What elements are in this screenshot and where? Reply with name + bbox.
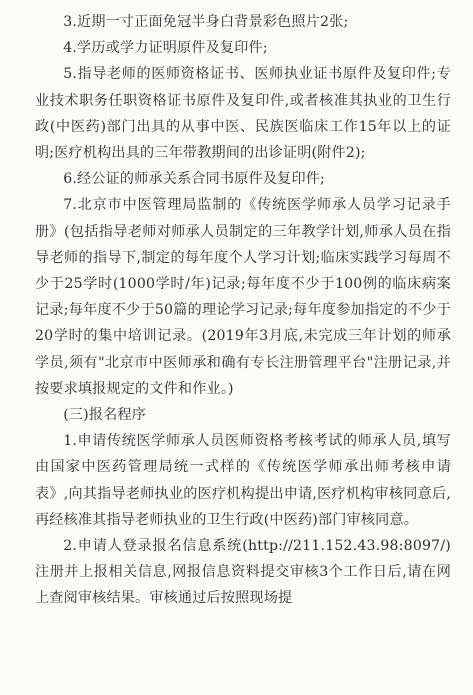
procedure-step-1: 1.申请传统医学师承人员医师资格考核考试的师承人员,填写由国家中医药管理局统一式样的《传统医学师承出师考核申请表》,向其指导老师执业的医疗机构提出申请,医疗机构审核同意后,再经核准其指导老师执业的卫生行政(中医药)部门审核同意。	[35, 433, 451, 528]
requirement-education: 4.学历或学力证明原件及复印件;	[63, 40, 268, 57]
requirement-study-record: 7.北京市中医管理局监制的《传统医学师承人员学习记录手册》(包括指导老师对师承人员制定的三年教学计划,师承人员在指导老师的指导下,制定的每年度个人学习计划;临床实践学习每周不少于25学时(1000学时/年)记录;每年度不少于100例的临床病案记录;每年度不少于50篇的理论学习记录;每年度参加指定的不少于20学时的集中培训记录。(2019年3月底,未完成三年计划的师承学员,须有"北京市中医师承和确有专长注册管理平台"注册记录,并按要求填报规定的文件和作业。)	[35, 197, 451, 397]
requirement-mentor-certificates: 5.指导老师的医师资格证书、医师执业证书原件及复印件;专业技术职务任职资格证书原件及复印件,或者核准其执业的卫生行政(中医药)部门出具的从事中医、民族医临床工作15年以上的证明;医疗机构出具的三年带教期间的出诊证明(附件2);	[35, 66, 451, 162]
requirement-photo: 3.近期一寸正面免冠半身白背景彩色照片2张;	[63, 14, 349, 30]
procedure-step-2: 2.申请人登录报名信息系统(http://211.152.43.98:8097/)注册并上报相关信息,网报信息资料提交审核3个工作日后,请在网上查阅审核结果。审核通过后按照现场提	[35, 538, 451, 607]
requirement-contract: 6.经公证的师承关系合同书原件及复印件;	[63, 171, 325, 188]
section-heading: (三)报名程序	[63, 407, 147, 424]
